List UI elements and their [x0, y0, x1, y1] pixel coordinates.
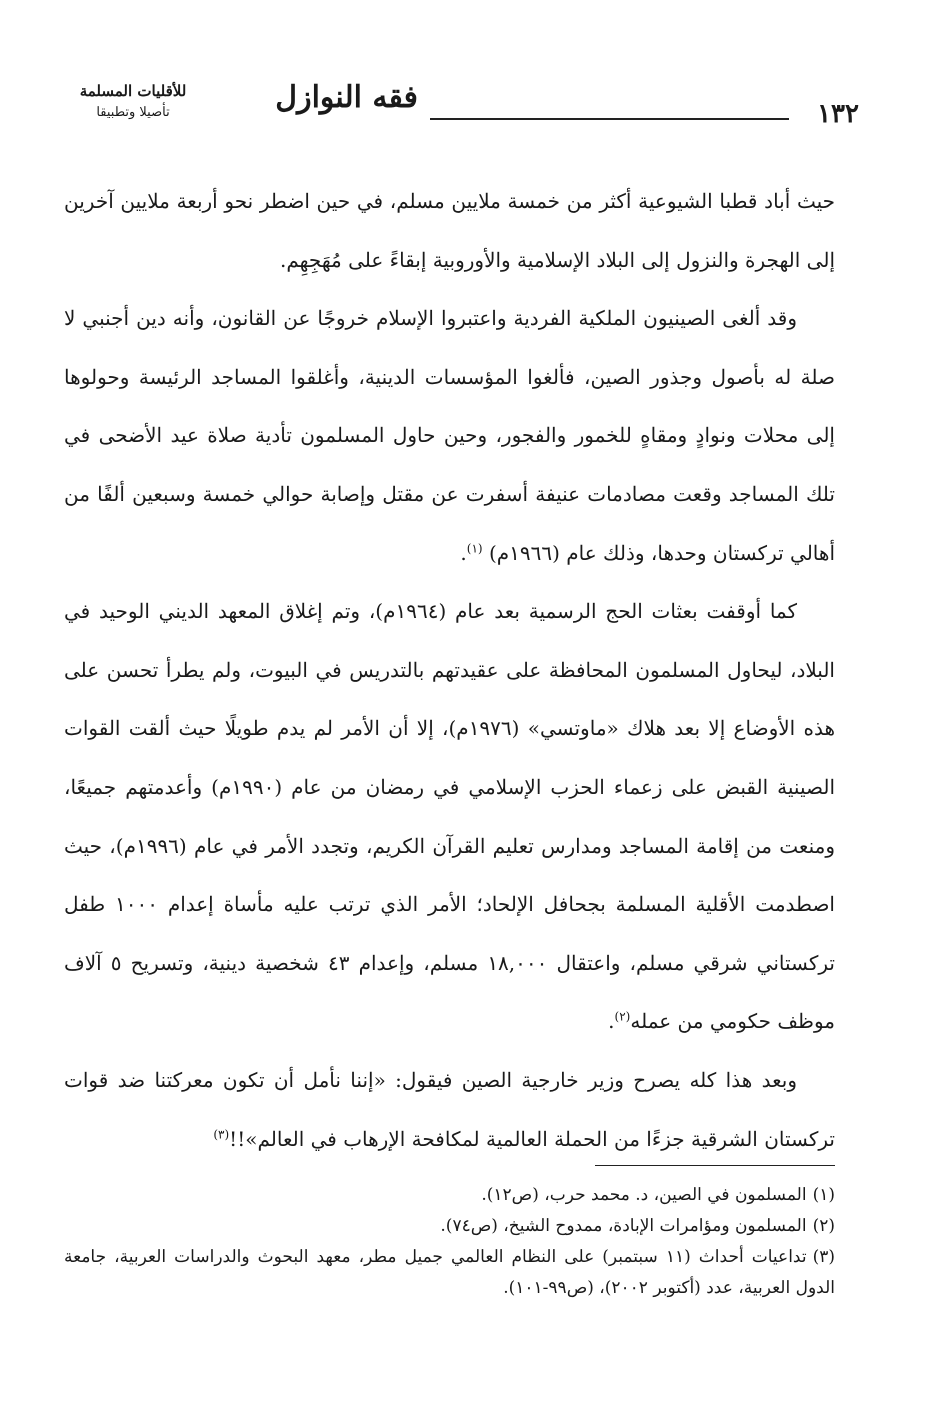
footnote-number: (١) [812, 1185, 835, 1205]
paragraph-tail: . [608, 1009, 615, 1034]
footnote-number: (٣) [812, 1247, 835, 1267]
paragraph [64, 172, 835, 289]
footnote [64, 1242, 835, 1304]
footnote [64, 1180, 835, 1211]
paragraph-tail: . [460, 540, 467, 565]
paragraph [64, 289, 835, 582]
paragraph [64, 1051, 835, 1168]
paragraph-text: كما أوقفت بعثات الحج الرسمية بعد عام (١٩٦٤م)، وتم إغلاق المعهد الديني الوحيد في البلاد، ليحاول المسلمون المحافظة على عقيدتهم بالتدريس في البيوت، ولم يطرأ تحسن على هذه الأوضاع إلا بعد هلاك «ماوتسي» (١٩٧٦م)، إلا أن الأمر لم يدم طويلًا حيث ألقت القوات الصينية القبض على زعماء الحزب الإسلامي في رمضان من عام (١٩٩٠م) وأعدمتهم جميعًا، ومنعت من إقامة المساجد ومدارس تعليم القرآن الكريم، وتجدد الأمر في عام (١٩٩٦م)، حيث اصطدمت الأقلية المسلمة بجحافل الإلحاد؛ الأمر الذي ترتب عليه مأساة إعدام ١٠٠٠ طفل تركستاني شرقي مسلم، واعتقال ١٨,٠٠٠ مسلم، وإعدام ٤٣ شخصية دينية، وتسريح ٥ آلاف موظف حكومي من عمله [64, 599, 835, 1034]
footnote-text: تداعيات أحداث (١١ سبتمبر) على النظام العالمي جميل مطر، معهد البحوث والدراسات العربية، جامعة الدول العربية، عدد (أكتوبر ٢٠٠٢)، (ص٩٩-١٠١). [64, 1247, 835, 1298]
paragraph-text: حيث أباد قطبا الشيوعية أكثر من خمسة ملايين مسلم، في حين اضطر نحو أربعة ملايين آخرين إلى الهجرة والنزول إلى البلاد الإسلامية والأوروبية إبقاءً على مُهَجِهِم. [64, 189, 836, 272]
footnote-text: المسلمون ومؤامرات الإبادة، ممدوح الشيخ، (ص٧٤). [440, 1216, 807, 1236]
book-title: فقه النوازل [275, 80, 418, 115]
paragraph [64, 582, 835, 1051]
footnote-ref[interactable]: (٣) [213, 1126, 230, 1141]
book-subtitle: للأقليات المسلمة [79, 82, 187, 100]
book-subtitle-secondary: تأصيلا وتطبيقا [96, 105, 170, 120]
paragraph-text: وقد ألغى الصينيون الملكية الفردية واعتبروا الإسلام خروجًا عن القانون، وأنه دين أجنبي لا صلة له بأصول وجذور الصين، فألغوا المؤسسات الدينية، وأغلقوا المساجد الرئيسة وحولوها إلى محلات ونوادٍ ومقاهٍ للخمور والفجور، وحين حاول المسلمون تأدية صلاة عيد الأضحى في تلك المساجد وقعت مصادمات عنيفة أسفرت عن مقتل وإصابة حوالي خمسة وسبعين ألفًا من أهالي تركستان وحدها، وذلك عام (١٩٦٦م) [64, 306, 835, 565]
header-rule [430, 118, 789, 120]
page-number: ١٣٢ [817, 99, 859, 129]
footnote-ref[interactable]: (٢) [614, 1009, 631, 1024]
footnote-separator [595, 1165, 835, 1166]
body-text [64, 172, 835, 1168]
footnote-number: (٢) [812, 1216, 835, 1236]
book-title-block [58, 74, 418, 144]
page-header [58, 74, 859, 144]
footnote-ref[interactable]: (١) [466, 540, 483, 555]
paragraph-text: وبعد هذا كله يصرح وزير خارجية الصين فيقول: «إننا نأمل أن تكون معركتنا ضد قوات تركستان الشرقية جزءًا من الحملة العالمية لمكافحة الإرهاب في العالم»!! [64, 1067, 835, 1151]
footnote [64, 1211, 835, 1242]
footnotes [64, 1180, 835, 1304]
footnote-text: المسلمون في الصين، د. محمد حرب، (ص١٢). [481, 1185, 807, 1205]
